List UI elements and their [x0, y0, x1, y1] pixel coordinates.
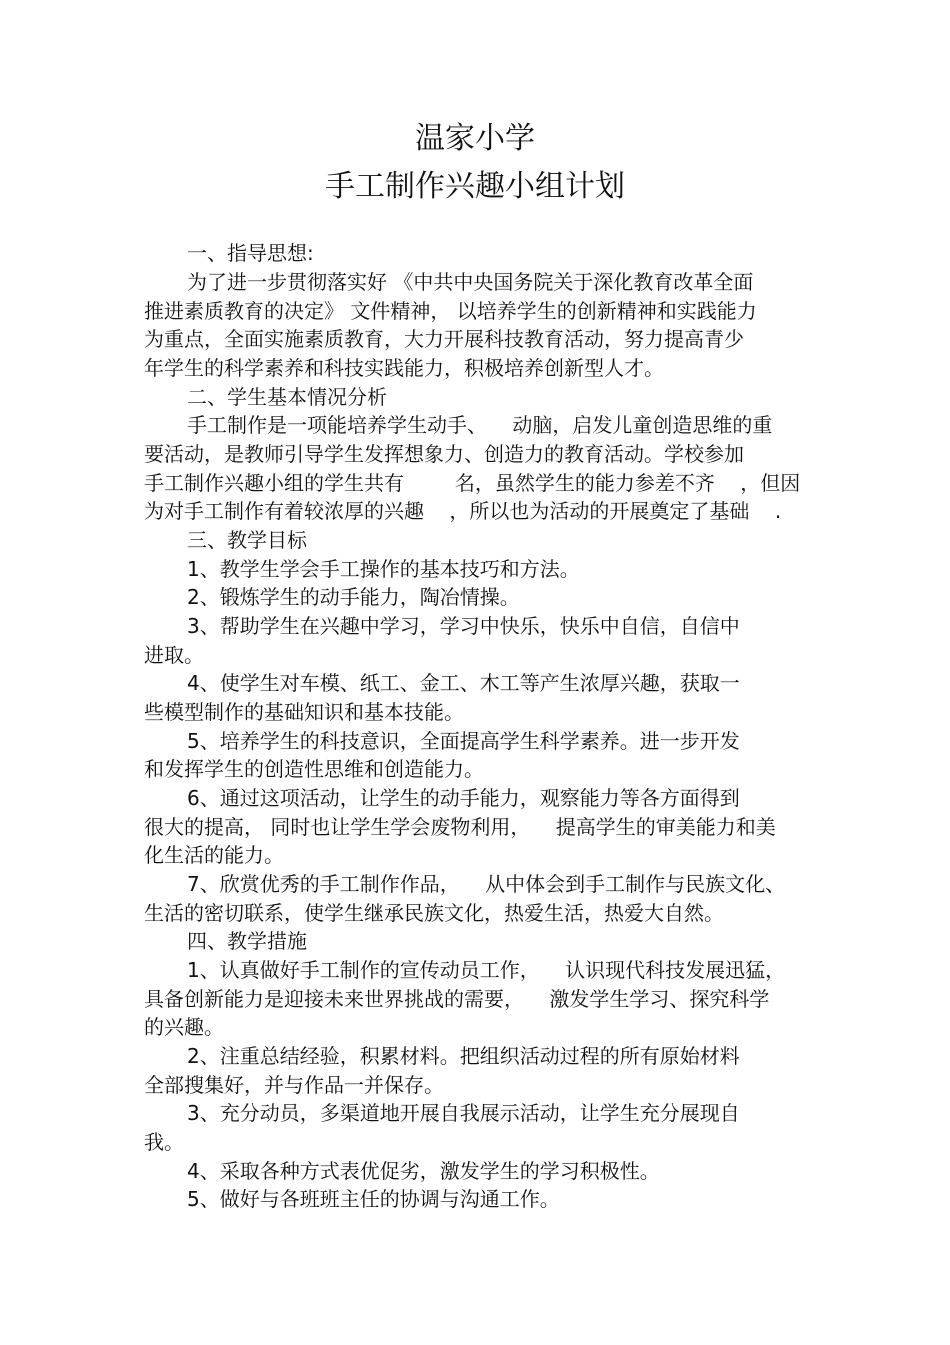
list-item-continuation: 我。 — [144, 1130, 184, 1154]
list-item: 4、使学生对车模、纸工、金工、木工等产生浓厚兴趣，获取一 — [187, 671, 740, 695]
list-item: 3、帮助学生在兴趣中学习，学习中快乐，快乐中自信，自信中 — [187, 614, 740, 638]
list-item-continuation: 全部搜集好，并与作品一并保存。 — [144, 1073, 444, 1097]
paragraph-line: 为对手工制作有着较浓厚的兴趣 ，所以也为活动的开展奠定了基础 . — [144, 499, 782, 523]
paragraph-line: 为了进一步贯彻落实好 《中共中央国务院关于深化教育改革全面 — [187, 270, 754, 294]
paragraph-line: 年学生的科学素养和科技实践能力，积极培养创新型人才。 — [144, 356, 664, 380]
list-item: 5、培养学生的科技意识，全面提高学生科学素养。进一步开发 — [187, 729, 740, 753]
section-heading-teaching-goals: 三、教学目标 — [187, 528, 307, 552]
list-item: 1、认真做好手工制作的宣传动员工作， 认识现代科技发展迅猛， — [187, 958, 786, 982]
list-item: 1、教学生学会手工操作的基本技巧和方法。 — [187, 557, 580, 581]
list-item-continuation: 化生活的能力。 — [144, 843, 284, 867]
school-name-title: 温家小学 — [415, 121, 535, 156]
plan-title: 手工制作兴趣小组计划 — [325, 169, 625, 204]
paragraph-line: 为重点，全面实施素质教育，大力开展科技教育活动，努力提高青少 — [144, 327, 744, 351]
paragraph-line: 推进素质教育的决定》 文件精神， 以培养学生的创新精神和实践能力 — [144, 299, 757, 323]
list-item: 3、充分动员，多渠道地开展自我展示活动，让学生充分展现自 — [187, 1101, 740, 1125]
list-item-continuation: 很大的提高， 同时也让学生学会废物利用， 提高学生的审美能力和美 — [144, 815, 776, 839]
list-item: 2、锻炼学生的动手能力，陶冶情操。 — [187, 585, 520, 609]
list-item: 4、采取各种方式表优促劣，激发学生的学习积极性。 — [187, 1159, 660, 1183]
list-item-continuation: 的兴趣。 — [144, 1015, 224, 1039]
list-item: 5、做好与各班班主任的协调与沟通工作。 — [187, 1187, 560, 1211]
list-item: 7、欣赏优秀的手工制作作品， 从中体会到手工制作与民族文化、 — [187, 872, 786, 896]
list-item-continuation: 进取。 — [144, 643, 204, 667]
paragraph-line: 手工制作兴趣小组的学生共有 名，虽然学生的能力参差不齐 ，但因 — [144, 471, 801, 495]
list-item: 6、通过这项活动，让学生的动手能力，观察能力等各方面得到 — [187, 786, 740, 810]
section-heading-student-analysis: 二、学生基本情况分析 — [187, 385, 387, 409]
paragraph-line: 手工制作是一项能培养学生动手、 动脑，启发儿童创造思维的重 — [187, 413, 773, 437]
list-item-continuation: 些模型制作的基础知识和基本技能。 — [144, 700, 464, 724]
paragraph-line: 要活动，是教师引导学生发挥想象力、创造力的教育活动。学校参加 — [144, 442, 744, 466]
section-heading-guiding-thought: 一、指导思想: — [187, 241, 314, 265]
list-item-continuation: 具备创新能力是迎接未来世界挑战的需要， 激发学生学习、探究科学 — [144, 987, 770, 1011]
list-item: 2、注重总结经验，积累材料。把组织活动过程的所有原始材料 — [187, 1044, 740, 1068]
section-heading-teaching-measures: 四、教学措施 — [187, 929, 307, 953]
list-item-continuation: 和发挥学生的创造性思维和创造能力。 — [144, 757, 484, 781]
list-item-continuation: 生活的密切联系，使学生继承民族文化，热爱生活，热爱大自然。 — [144, 901, 724, 925]
